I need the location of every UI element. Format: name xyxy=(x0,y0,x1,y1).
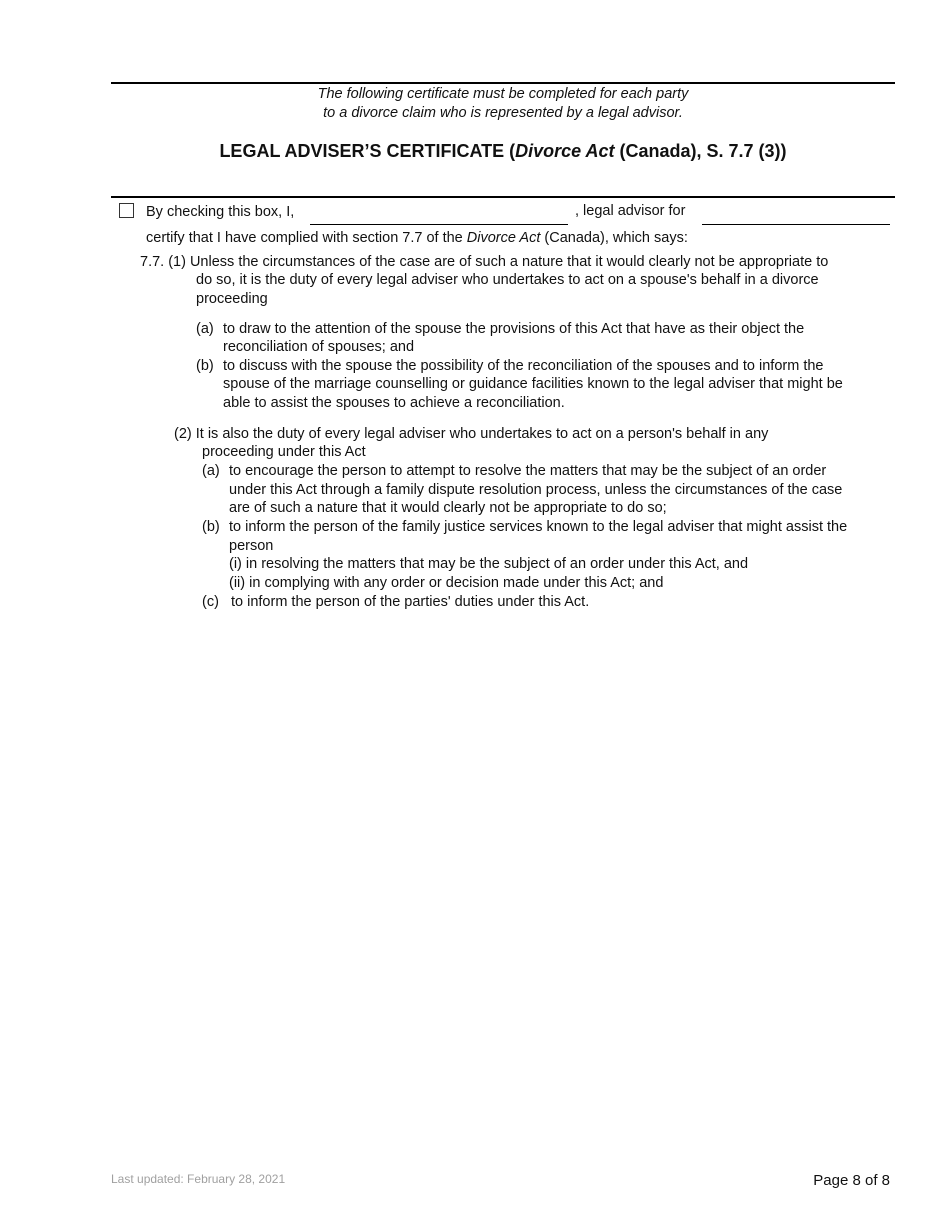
last-updated: Last updated: February 28, 2021 xyxy=(111,1172,286,1186)
s2c-label: (c) xyxy=(202,594,219,610)
s2-line-2: proceeding under this Act xyxy=(202,444,366,460)
certify-act-name: Divorce Act xyxy=(466,230,541,246)
intro-line-1: The following certificate must be completed for each party xyxy=(317,86,689,102)
s1b-line-1: to discuss with the spouse the possibility of the reconciliation of the spouses and to inform the xyxy=(223,358,824,374)
s2-line-1: (2) It is also the duty of every legal adviser who undertakes to act on a person's behalf in any xyxy=(174,426,769,442)
s2b-label: (b) xyxy=(202,519,220,535)
certify-checkbox[interactable] xyxy=(119,203,134,218)
s1b-label: (b) xyxy=(196,358,214,374)
certify-prefix: certify that I have complied with section 7.7 of the xyxy=(146,230,467,246)
s2c-line-1: to inform the person of the parties' duties under this Act. xyxy=(231,594,590,610)
title-act-name: Divorce Act xyxy=(515,141,615,161)
s1a-line-2: reconciliation of spouses; and xyxy=(223,339,415,355)
s1-line-2: do so, it is the duty of every legal adviser who undertakes to act on a spouse's behalf in a divorce xyxy=(196,272,819,288)
s1a-line-1: to draw to the attention of the spouse the provisions of this Act that have as their object the xyxy=(223,321,805,337)
top-divider xyxy=(111,82,895,84)
s1a-label: (a) xyxy=(196,321,214,337)
s1-line-3: proceeding xyxy=(196,291,268,307)
client-name-field[interactable] xyxy=(702,224,890,225)
title-suffix: (Canada), S. 7.7 (3)) xyxy=(614,141,787,161)
s2a-line-2: under this Act through a family dispute resolution process, unless the circumstances of the case xyxy=(229,482,843,498)
s2b-line-2: person xyxy=(229,538,274,554)
adviser-name-field[interactable] xyxy=(310,224,568,225)
title-prefix: LEGAL ADVISER’S CERTIFICATE ( xyxy=(219,141,516,161)
s1-line-1: 7.7. (1) Unless the circumstances of the case are of such a nature that it would clearly not be appropriate to xyxy=(140,254,829,270)
s1b-line-2: spouse of the marriage counselling or guidance facilities known to the legal adviser that might be xyxy=(223,376,843,392)
intro-line-2: to a divorce claim who is represented by a legal advisor. xyxy=(323,105,683,121)
s2a-line-1: to encourage the person to attempt to resolve the matters that may be the subject of an order xyxy=(229,463,827,479)
certify-statement xyxy=(146,229,688,247)
s2a-line-3: are of such a nature that it would clearly not be appropriate to do so; xyxy=(229,500,667,516)
section-divider xyxy=(111,196,895,198)
intro-note xyxy=(111,85,895,123)
s2b-i: (i) in resolving the matters that may be the subject of an order under this Act, and xyxy=(229,556,749,572)
s2a-label: (a) xyxy=(202,463,220,479)
s1b-line-3: able to assist the spouses to achieve a reconciliation. xyxy=(223,395,565,411)
s2b-ii: (ii) in complying with any order or decision made under this Act; and xyxy=(229,575,664,591)
page-number: Page 8 of 8 xyxy=(813,1172,890,1189)
page-title xyxy=(111,141,895,162)
checkbox-label: By checking this box, I, xyxy=(146,204,295,220)
legal-advisor-for-label: , legal advisor for xyxy=(575,203,686,219)
s2b-line-1: to inform the person of the family justice services known to the legal adviser that might assist the xyxy=(229,519,848,535)
certify-suffix: (Canada), which says: xyxy=(540,230,688,246)
